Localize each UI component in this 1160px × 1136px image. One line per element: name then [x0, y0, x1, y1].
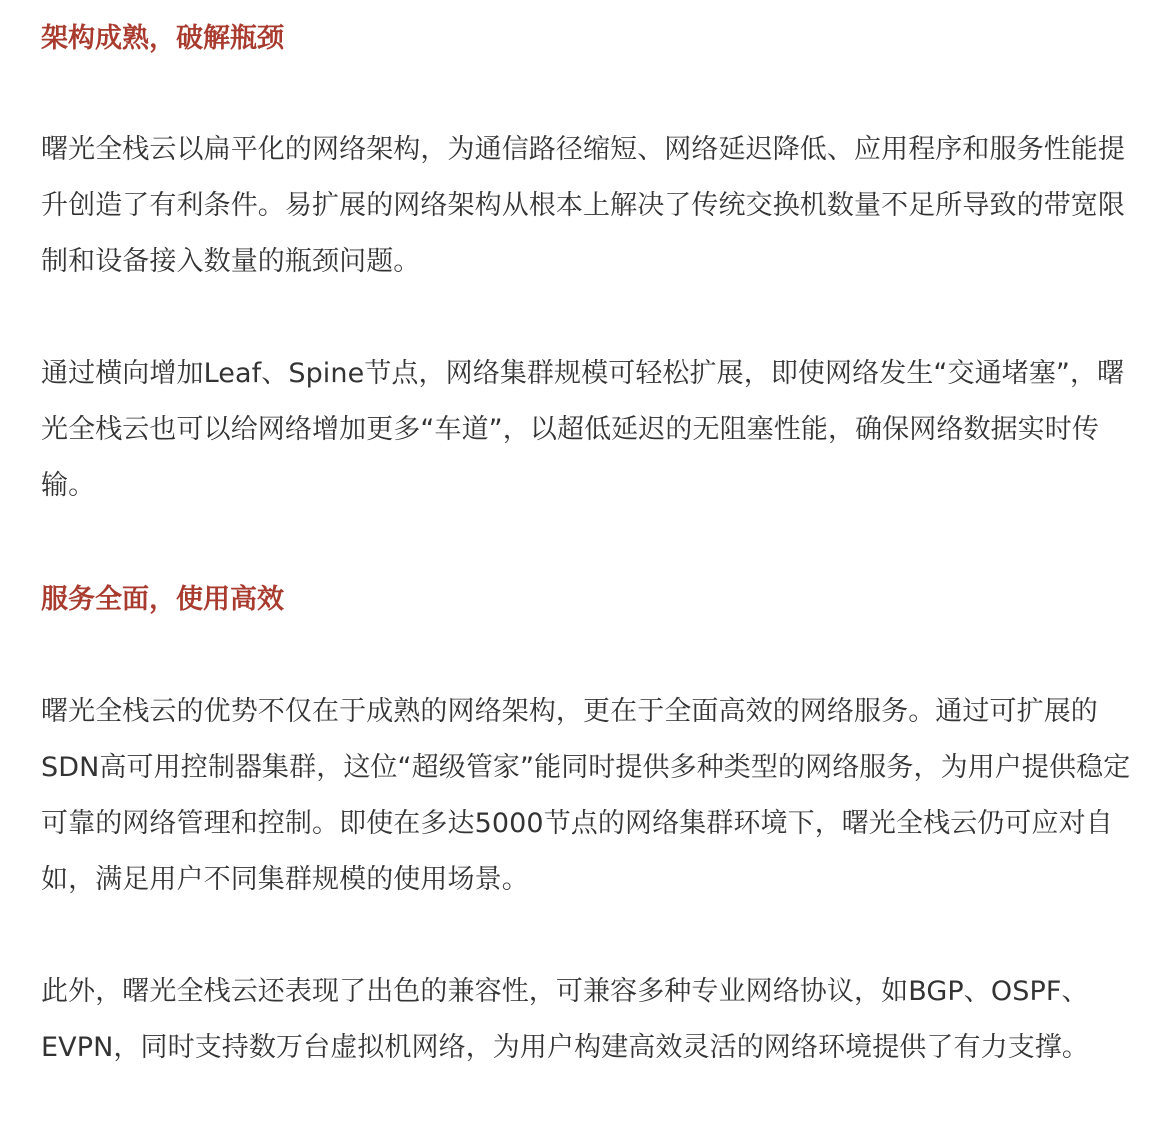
section-heading-services: 服务全面，使用高效 [41, 584, 284, 615]
paragraph-services-2: 此外，曙光全栈云还表现了出色的兼容性，可兼容多种专业网络协议，如BGP、OSPF、EVPN，同时支持数万台虚拟机网络，为用户构建高效灵活的网络环境提供了有力支撑。 [41, 976, 1090, 1063]
section-heading-architecture: 架构成熟，破解瓶颈 [41, 23, 284, 54]
paragraph-architecture-2: 通过横向增加Leaf、Spine节点，网络集群规模可轻松扩展，即使网络发生“交通堵塞”，曙光全栈云也可以给网络增加更多“车道”，以超低延迟的无阻塞性能，确保网络数据实时传输。 [41, 358, 1125, 501]
paragraph-architecture-1: 曙光全栈云以扁平化的网络架构，为通信路径缩短、网络延迟降低、应用程序和服务性能提升创造了有利条件。易扩展的网络架构从根本上解决了传统交换机数量不足所导致的带宽限制和设备接入数量的瓶颈问题。 [41, 134, 1125, 277]
paragraph-services-1: 曙光全栈云的优势不仅在于成熟的网络架构，更在于全面高效的网络服务。通过可扩展的SDN高可用控制器集群，这位“超级管家”能同时提供多种类型的网络服务，为用户提供稳定可靠的网络管理和控制。即使在多达5000节点的网络集群环境下，曙光全栈云仍可应对自如，满足用户不同集群规模的使用场景。 [41, 696, 1131, 895]
